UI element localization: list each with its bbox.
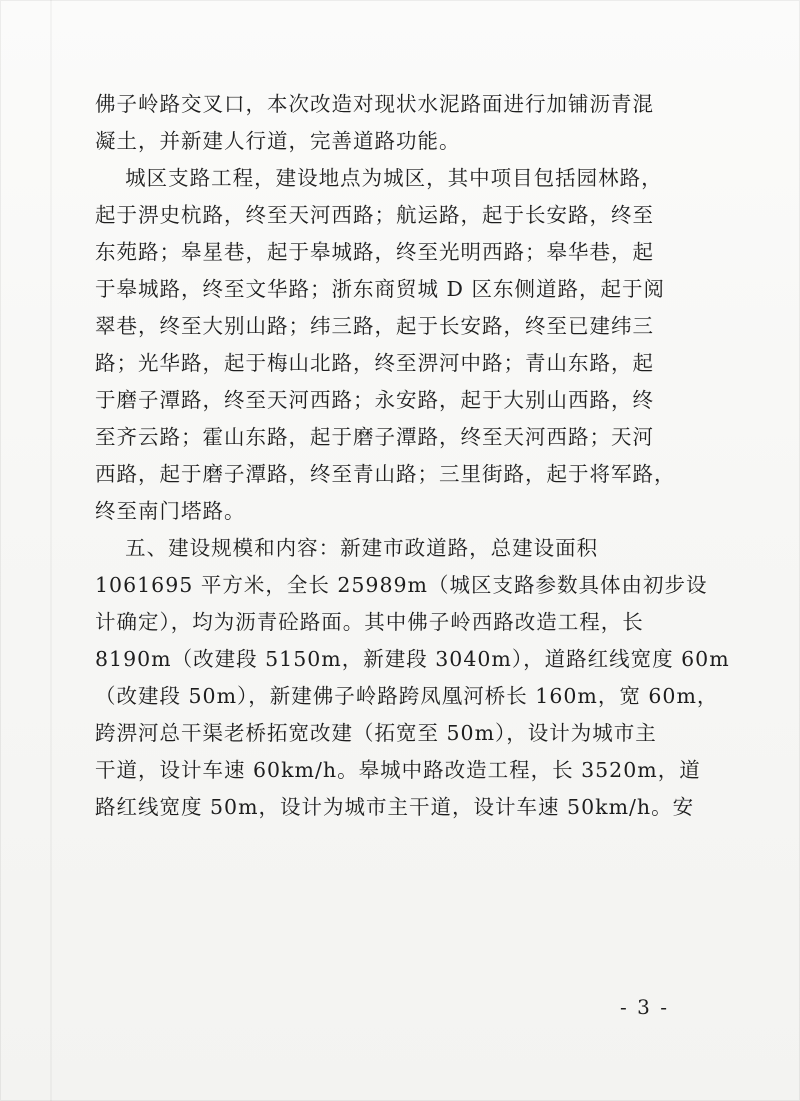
text-line: 东苑路；皋星巷，起于皋城路，终至光明西路；皋华巷，起 — [95, 240, 654, 264]
page-number: - 3 - — [620, 995, 669, 1019]
text-line: 路；光华路，起于梅山北路，终至淠河中路；青山东路，起 — [95, 351, 654, 375]
scan-edge — [50, 0, 52, 1101]
text-line: 路红线宽度 50m，设计为城市主干道，设计车速 50km/h。安 — [95, 795, 695, 819]
text-line: 于皋城路，终至文华路；浙东商贸城 D 区东侧道路，起于阅 — [95, 277, 665, 301]
text-line: 1061695 平方米，全长 25989m（城区支路参数具体由初步设 — [95, 573, 708, 597]
text-line: 城区支路工程，建设地点为城区，其中项目包括园林路， — [95, 166, 663, 190]
text-line: 凝土，并新建人行道，完善道路功能。 — [95, 129, 461, 153]
text-line: 翠巷，终至大别山路；纬三路，起于长安路，终至已建纬三 — [95, 314, 654, 338]
text-line: 跨淠河总干渠老桥拓宽改建（拓宽至 50m），设计为城市主 — [95, 721, 657, 745]
text-line: 西路，起于磨子潭路，终至青山路；三里街路，起于将军路， — [95, 462, 676, 486]
body-text — [95, 86, 730, 826]
text-line: 干道，设计车速 60km/h。皋城中路改造工程，长 3520m，道 — [95, 758, 701, 782]
text-line: 起于淠史杭路，终至天河西路；航运路，起于长安路，终至 — [95, 203, 654, 227]
text-line: 8190m（改建段 5150m，新建段 3040m），道路红线宽度 60m — [95, 647, 730, 671]
text-line: （改建段 50m），新建佛子岭路跨凤凰河桥长 160m，宽 60m， — [95, 684, 719, 708]
text-line: 佛子岭路交叉口，本次改造对现状水泥路面进行加铺沥青混 — [95, 92, 654, 116]
text-line: 终至南门塔路。 — [95, 499, 246, 523]
text-line: 计确定），均为沥青砼路面。其中佛子岭西路改造工程，长 — [95, 610, 644, 634]
text-line: 五、建设规模和内容：新建市政道路，总建设面积 — [95, 536, 599, 560]
text-line: 至齐云路；霍山东路，起于磨子潭路，终至天河西路；天河 — [95, 425, 654, 449]
text-line: 于磨子潭路，终至天河西路；永安路，起于大别山西路，终 — [95, 388, 654, 412]
